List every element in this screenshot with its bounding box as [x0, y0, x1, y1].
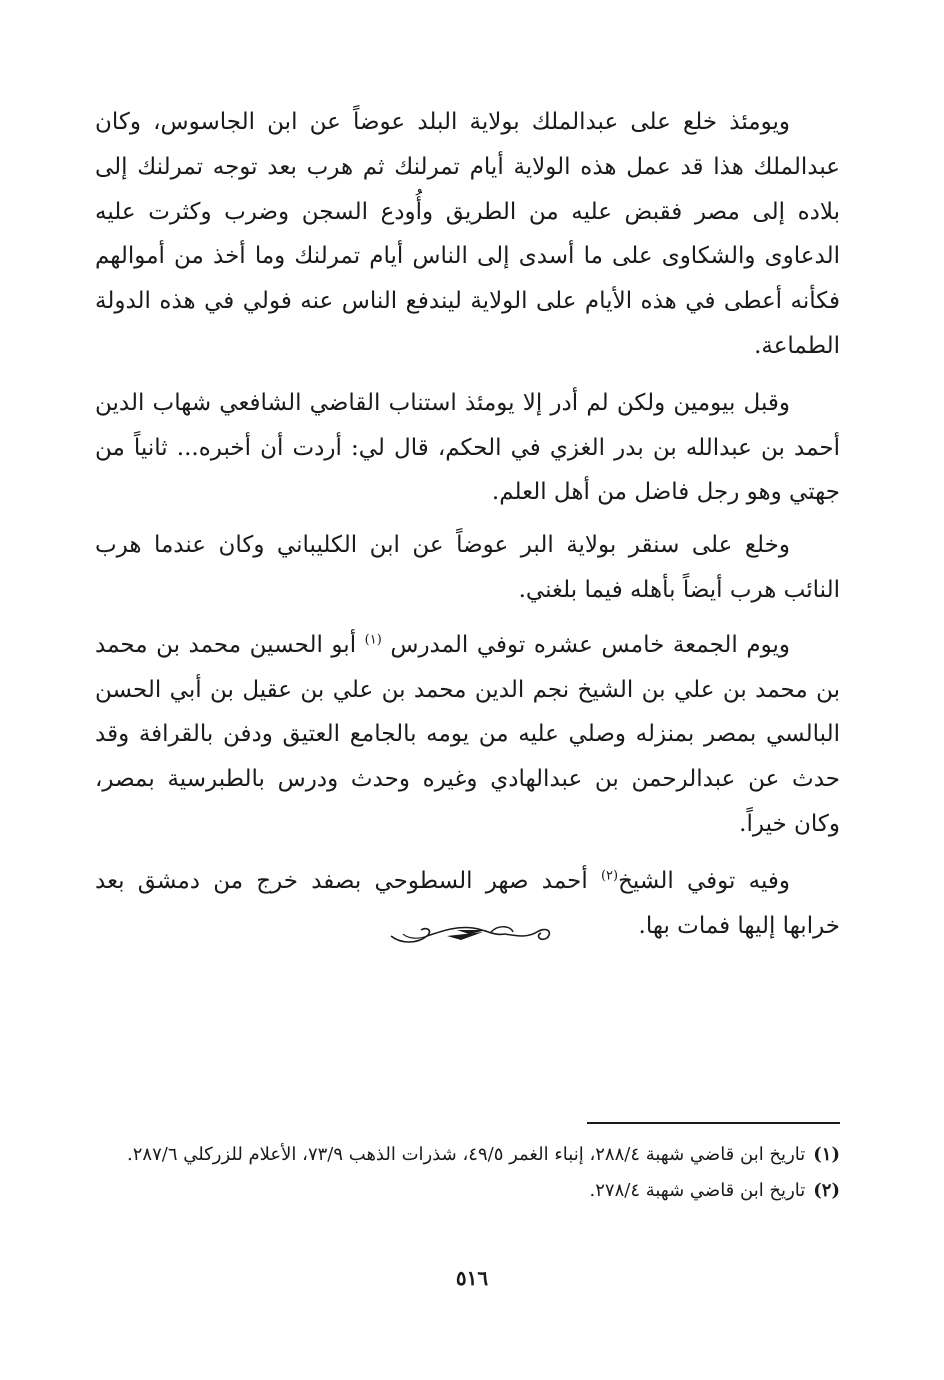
main-text: [95, 100, 840, 960]
footnote-divider: [587, 1122, 840, 1124]
paragraph-1: ويومئذ خلع على عبدالملك بولاية البلد عوضاً عن ابن الجاسوس، وكان عبدالملك هذا قد عمل هذه الولاية أيام تمرلنك ثم هرب بعد توجه تمرلنك إلى بلاده إلى مصر فقبض عليه من الطريق وأُودع السجن وضرب وكثرت عليه الدعاوى والشكاوى على ما أسدى إلى الناس أيام تمرلنك وما أخذ من أموالهم فكأنه أعطى في هذه الأيام على الولاية ليندفع الناس عنه فولي في هذه الدولة الطماعة.: [95, 109, 840, 359]
page-number: ٥١٦: [455, 1266, 489, 1290]
paragraph-4: [95, 623, 840, 847]
paragraph-4-text-after: أبو الحسين محمد بن محمد بن محمد بن علي بن الشيخ نجم الدين محمد بن علي بن عقيل بن أبي الحسن البالسي بمصر بمنزله وصلي عليه من يومه بالجامع العتيق ودفن بالقرافة وقد حدث عن عبدالرحمن بن عبدالهادي وغيره وحدث ودرس بالطبرسية بمصر، وكان خيراً.: [95, 631, 840, 837]
footnote-1-text: تاريخ ابن قاضي شهبة ٢٨٨/٤، إنباء الغمر ٤٩/٥، شذرات الذهب ٧٣/٩، الأعلام للزركلي ٢٨٧/٦.: [127, 1144, 806, 1165]
footnote-2: [95, 1176, 840, 1206]
paragraph-4-text-before: ويوم الجمعة خامس عشره توفي المدرس: [381, 631, 791, 658]
footnote-1-number: (١): [813, 1144, 840, 1165]
footnote-1: [95, 1140, 840, 1170]
paragraph-5-text-before: وفيه توفي الشيخ: [618, 867, 791, 894]
footnotes: [95, 1140, 840, 1212]
footnote-ref-1: (١): [364, 632, 382, 648]
footnote-ref-2: (٢): [600, 868, 619, 884]
paragraph-2: وقبل بيومين ولكن لم أدر إلا يومئذ استناب القاضي الشافعي شهاب الدين أحمد بن عبدالله بن بدر الغزي في الحكم، قال لي: أردت أن أخبره... ثانياً من جهتي وهو رجل فاضل من أهل العلم.: [95, 389, 840, 506]
footnote-2-text: تاريخ ابن قاضي شهبة ٢٧٨/٤.: [589, 1180, 806, 1201]
footnote-2-number: (٢): [813, 1180, 840, 1201]
paragraph-5-text-after: أحمد صهر السطوحي بصفد خرج من دمشق بعد خرابها إليها فمات بها.: [95, 867, 840, 939]
calligraphic-flourish-ornament-icon: [387, 918, 555, 950]
paragraph-3: وخلع على سنقر بولاية البر عوضاً عن ابن الكليباني وكان عندما هرب النائب هرب أيضاً بأهله فيما بلغني.: [95, 532, 840, 603]
